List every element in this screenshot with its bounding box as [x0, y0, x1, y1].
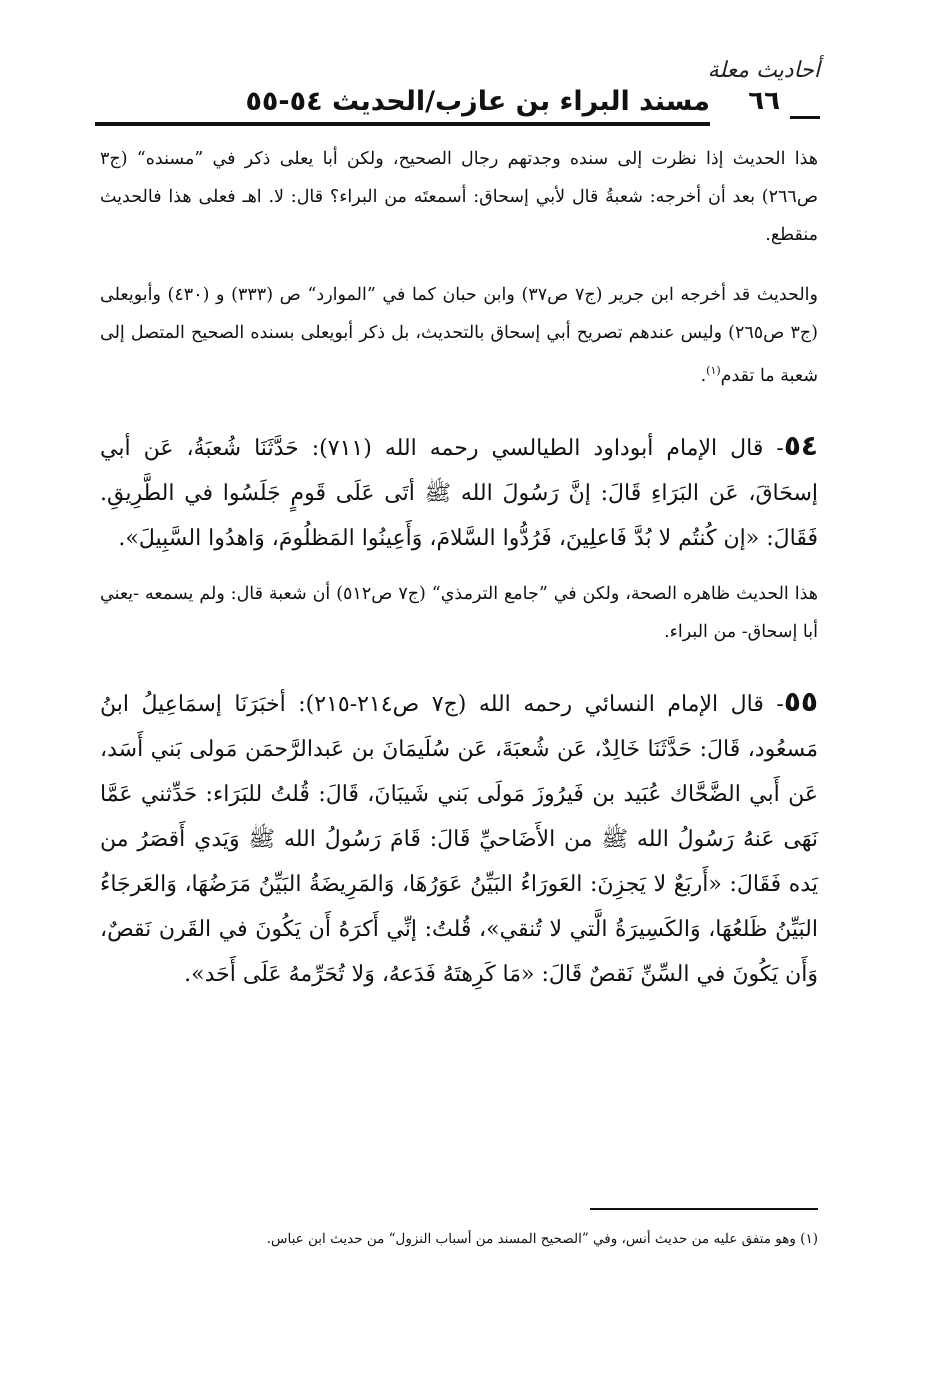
header-rule — [95, 122, 710, 126]
hadith-54 — [100, 423, 818, 561]
paragraph-commentary-2-text: والحديث قد أخرجه ابن جرير (ج٧ ص٣٧) وابن حبان كما في ”الموارد“ ص (٣٣٣) و (٤٣٠) وأبويعلى (ج٣ ص٢٦٥) وليس عندهم تصريح أبي إسحاق بالتحديث، بل ذكر أبويعلى بسنده الصحيح المتصل إلى شعبة ما تقدم — [100, 285, 818, 386]
page-number: ٦٦ — [748, 86, 780, 116]
page-number-underline — [790, 116, 820, 119]
handwritten-note: أحاديث معلة — [707, 58, 820, 83]
hadith-55 — [100, 679, 818, 997]
paragraph-commentary-2: والحديث قد أخرجه ابن جرير (ج٧ ص٣٧) وابن حبان كما في ”الموارد“ ص (٣٣٣) و (٤٣٠) وأبويعلى (ج٣ ص٢٦٥) وليس عندهم تصريح أبي إسحاق بالتحديث، بل ذكر أبويعلى بسنده الصحيح المتصل إلى شعبة ما تقدم$^{(١)}$. — [100, 285, 818, 386]
running-title: مسند البراء بن عازب/الحديث ٥٤-٥٥ — [245, 86, 710, 117]
hadith-54-text: - قال الإمام أبوداود الطيالسي رحمه الله (٧١١): حَدَّثَنَا شُعبَةُ، عَن أبي إسحَاقَ، عَن البَرَاءِ قَالَ: إنَّ رَسُولَ الله ﷺ أتَى عَلَى قَومٍ جَلَسُوا في الطَّرِيقِ. فَقَالَ: «إن كُنتُم لا بُدَّ فَاعلِينَ، فَرُدُّوا السَّلامَ، وَأَعِينُوا المَظلُومَ، وَاهدُوا السَّبِيلَ». — [100, 435, 819, 551]
footnote-rule — [590, 1208, 818, 1210]
page-header — [95, 58, 820, 128]
paragraph-commentary-1: هذا الحديث إذا نظرت إلى سنده وجدتهم رجال الصحيح، ولكن أبا يعلى ذكر في ”مسنده“ (ج٣ ص٢٦٦) بعد أن أخرجه: شعبةُ قال لأبي إسحاق: أسمعتَه من البراء؟ قال: لا. اهـ فعلى هذا فالحديث منقطع. — [100, 149, 818, 245]
hadith-55-text: - قال الإمام النسائي رحمه الله (ج٧ ص٢١٤-٢١٥): أخبَرَنَا إسمَاعِيلُ ابنُ مَسعُود، قَالَ: حَدَّثَنَا خَالِدٌ، عَن شُعبَةَ، عَن سُلَيمَانَ بن عَبدالرَّحمَن مَولى بَني أَسَد، عَن أَبي الضَّحَّاك عُبَيد بن فَيرُوزَ مَولَى بَني شَيبَانَ، قَالَ: قُلتُ للبَرَاء: حَدِّثني عَمَّا نَهَى عَنهُ رَسُولُ الله ﷺ من الأَضَاحيِّ قَالَ: قَامَ رَسُولُ الله ﷺ وَيَدي أَقصَرُ من يَده فَقَالَ: «أَربَعٌ لا يَجزِنَ: العَورَاءُ البَيِّنُ عَوَرُهَا، وَالمَرِيضَةُ البَيِّنُ مَرَضُهَا، وَالعَرجَاءُ البَيِّنُ ظَلعُهَا، وَالكَسِيرَةُ الَّتي لا تُنقي»، قُلتُ: إنِّي أَكرَهُ أَن يَكُونَ في القَرن نَقصٌ، وَأَن يَكُونَ في السِّنِّ نَقصٌ قَالَ: «مَا كَرِهتَهُ فَدَعهُ، وَلا تُحَرِّمهُ عَلَى أَحَد». — [100, 691, 818, 987]
footnote — [140, 1228, 818, 1250]
footnote-text: وهو متفق عليه من حديث أنس، وفي ”الصحيح المسند من أسباب النزول“ من حديث ابن عباس. — [266, 1231, 796, 1247]
footnote-marker: (١) — [800, 1231, 818, 1247]
footnote-reference: (١) — [706, 364, 721, 377]
hadith-54-number: ٥٤ — [783, 428, 819, 462]
page-body — [100, 140, 818, 997]
hadith-55-number: ٥٥ — [783, 684, 819, 718]
paragraph-commentary-3: هذا الحديث ظاهره الصحة، ولكن في ”جامع الترمذي“ (ج٧ ص٥١٢) أن شعبة قال: ولم يسمعه -يعني أبا إسحاق- من البراء. — [100, 583, 818, 642]
